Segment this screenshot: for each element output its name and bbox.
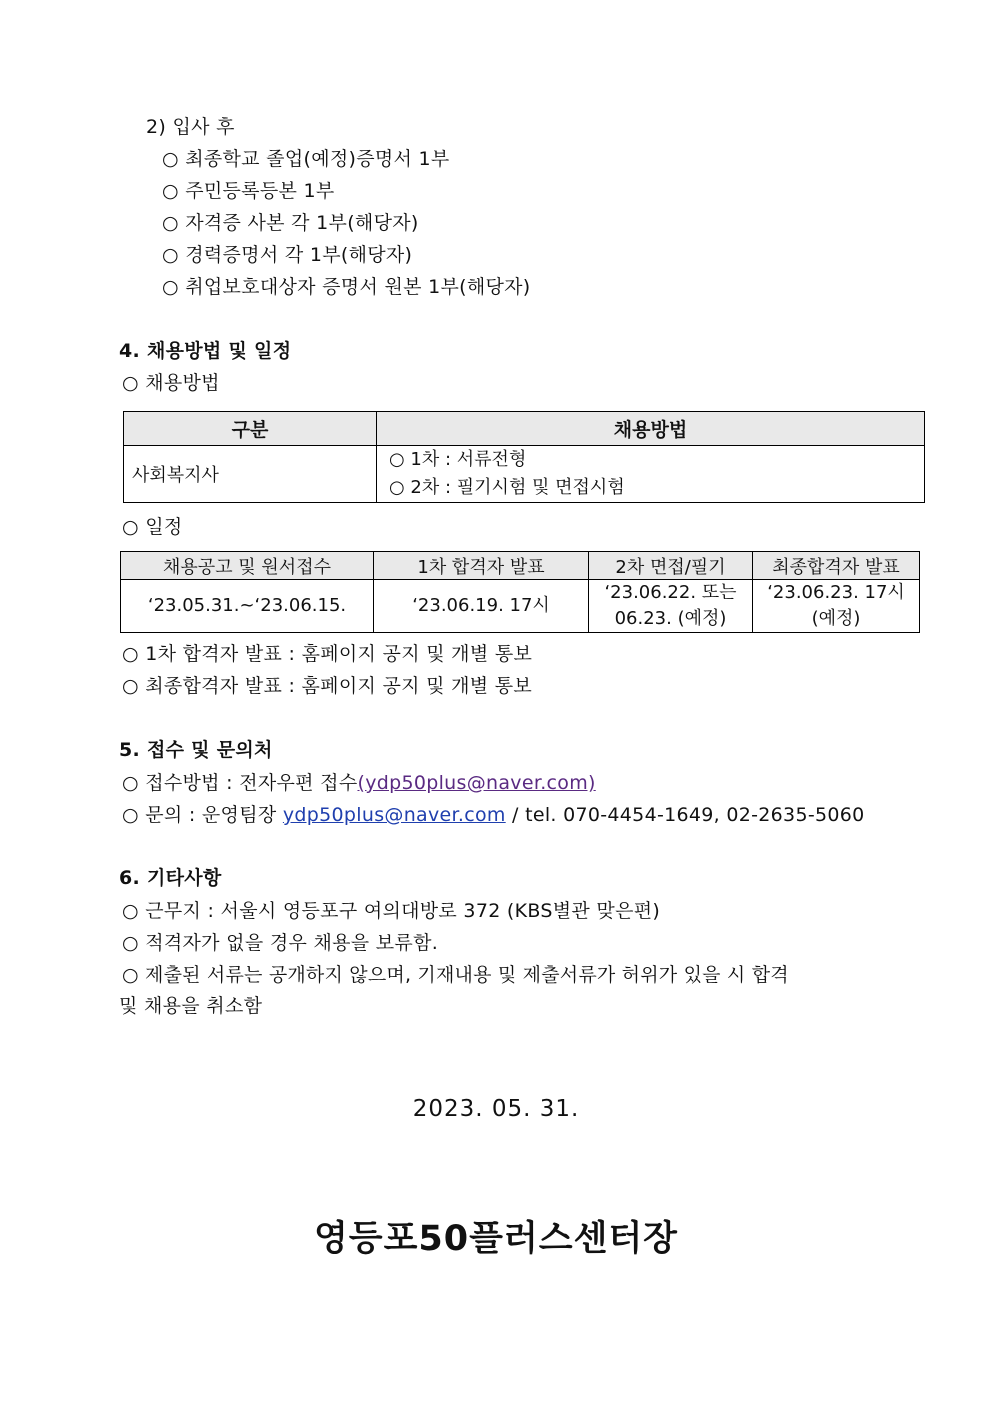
misc-item: 및 채용을 취소함 bbox=[119, 995, 263, 1017]
method-row-label: 사회복지사 bbox=[124, 446, 377, 503]
apply-email-link[interactable]: (ydp50plus@naver.com) bbox=[357, 772, 596, 794]
after-join-title: 2) 입사 후 bbox=[146, 116, 235, 138]
apply-method-text: ○ 접수방법 : 전자우편 접수 bbox=[122, 772, 358, 794]
schedule-cell-line: ‘23.06.22. 또는 bbox=[604, 582, 737, 603]
inquiry-text: ○ 문의 : 운영팀장 bbox=[122, 804, 283, 826]
method-step: ○ 2차 : 필기시험 및 면접시험 bbox=[389, 477, 625, 498]
after-join-item: ○ 취업보호대상자 증명서 원본 1부(해당자) bbox=[162, 276, 531, 298]
schedule-cell-line: ‘23.06.23. 17시 bbox=[767, 582, 905, 603]
schedule-header: 1차 합격자 발표 bbox=[374, 552, 589, 580]
section4-heading: 4. 채용방법 및 일정 bbox=[119, 340, 292, 362]
inquiry-email-link[interactable]: ydp50plus@naver.com bbox=[282, 804, 506, 826]
misc-item: ○ 제출된 서류는 공개하지 않으며, 기재내용 및 제출서류가 허위가 있을 시 합격 bbox=[122, 964, 789, 986]
schedule-cell: ‘23.06.19. 17시 bbox=[374, 580, 589, 633]
apply-method bbox=[122, 770, 596, 796]
schedule-cell-line: 06.23. (예정) bbox=[614, 608, 727, 629]
inquiry-phone: / tel. 070-4454-1649, 02-2635-5060 bbox=[505, 804, 865, 826]
schedule-header: 최종합격자 발표 bbox=[753, 552, 920, 580]
misc-item: ○ 근무지 : 서울시 영등포구 여의대방로 372 (KBS별관 맞은편) bbox=[122, 900, 661, 922]
schedule-cell-line: (예정) bbox=[811, 608, 861, 629]
after-join-item: ○ 주민등록등본 1부 bbox=[162, 180, 335, 202]
document-date: 2023. 05. 31. bbox=[412, 1096, 580, 1122]
method-steps bbox=[377, 446, 925, 503]
method-header-method: 채용방법 bbox=[377, 412, 925, 446]
signature: 영등포50플러스센터장 bbox=[314, 1219, 678, 1259]
after-join-item: ○ 경력증명서 각 1부(해당자) bbox=[162, 244, 413, 266]
schedule-cell bbox=[753, 580, 920, 633]
schedule-header: 2차 면접/필기 bbox=[589, 552, 753, 580]
misc-item: ○ 적격자가 없을 경우 채용을 보류함. bbox=[122, 932, 439, 954]
method-label: ○ 채용방법 bbox=[122, 372, 220, 394]
schedule-label: ○ 일정 bbox=[122, 516, 183, 538]
schedule-header: 채용공고 및 원서접수 bbox=[121, 552, 374, 580]
schedule-note: ○ 최종합격자 발표 : 홈페이지 공지 및 개별 통보 bbox=[122, 675, 533, 697]
method-header-category: 구분 bbox=[124, 412, 377, 446]
schedule-cell bbox=[589, 580, 753, 633]
schedule-note: ○ 1차 합격자 발표 : 홈페이지 공지 및 개별 통보 bbox=[122, 643, 533, 665]
method-step: ○ 1차 : 서류전형 bbox=[389, 449, 527, 470]
schedule-table bbox=[120, 551, 920, 633]
section5-heading: 5. 접수 및 문의처 bbox=[119, 739, 273, 761]
inquiry bbox=[122, 802, 865, 828]
schedule-cell: ‘23.05.31.~‘23.06.15. bbox=[121, 580, 374, 633]
section6-heading: 6. 기타사항 bbox=[119, 867, 222, 889]
after-join-item: ○ 최종학교 졸업(예정)증명서 1부 bbox=[162, 148, 450, 170]
method-table bbox=[123, 411, 925, 503]
after-join-item: ○ 자격증 사본 각 1부(해당자) bbox=[162, 212, 419, 234]
